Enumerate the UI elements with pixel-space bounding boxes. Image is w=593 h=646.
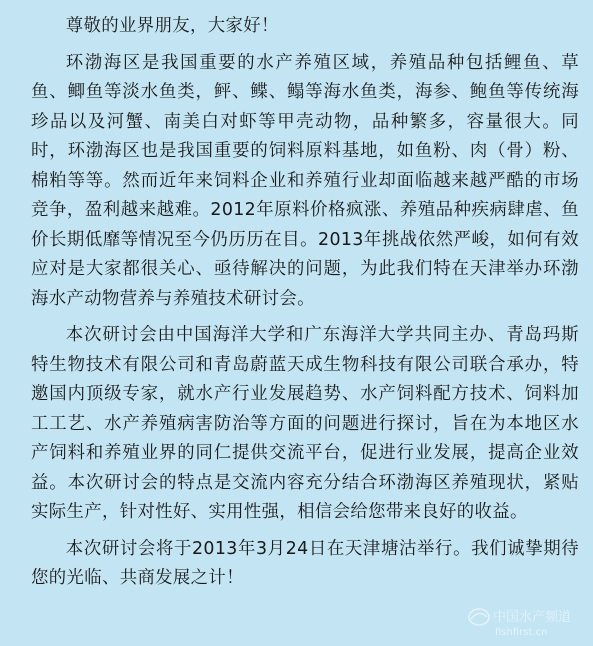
watermark-logo-icon bbox=[465, 604, 583, 638]
letter-paragraph-1: 环渤海区是我国重要的水产养殖区域，养殖品种包括鲤鱼、草鱼、鲫鱼等淡水鱼类，鲆、鲽、鳎等海水鱼类，海参、鲍鱼等传统海珍品以及河蟹、南美白对虾等甲壳动物，品种繁多，容量很大。同时，环渤海区也是我国重要的饲料原料基地，如鱼粉、肉（骨）粉、棉粕等等。然而近年来饲料企业和养殖行业却面临越来越严酷的市场竞争，盈利越来越难。2012年原料价格疯涨、养殖品种疾病肆虐、鱼价长期低靡等情况至今仍历历在目。2013年挑战依然严峻，如何有效应对是大家都很关心、亟待解决的问题，为此我们特在天津举办环渤海水产动物营养与养殖技术研讨会。 bbox=[31, 52, 579, 309]
watermark-logo bbox=[465, 604, 583, 638]
watermark-line-2: fishfirst.cn bbox=[495, 627, 548, 638]
watermark-line-1: 中国水产频道 bbox=[493, 610, 572, 625]
letter-paragraph-3: 本次研讨会将于2013年3月24日在天津塘沽举行。我们诚挚期待您的光临、共商发展之计！ bbox=[31, 538, 579, 588]
letter-paragraph-2: 本次研讨会由中国海洋大学和广东海洋大学共同主办、青岛玛斯特生物技术有限公司和青岛蔚蓝天成生物科技有限公司联合承办，特邀国内顶级专家，就水产行业发展趋势、水产饲料配方技术、饲料加工工艺、水产养殖病害防治等方面的问题进行探讨，旨在为本地区水产饲料和养殖业界的同仁提供交流平台，促进行业发展，提高企业效益。本次研讨会的特点是交流内容充分结合环渤海区养殖现状，紧贴实际生产，针对性好、实用性强，相信会给您带来良好的收益。 bbox=[31, 325, 579, 522]
letter-greeting: 尊敬的业界朋友，大家好！ bbox=[65, 16, 279, 36]
